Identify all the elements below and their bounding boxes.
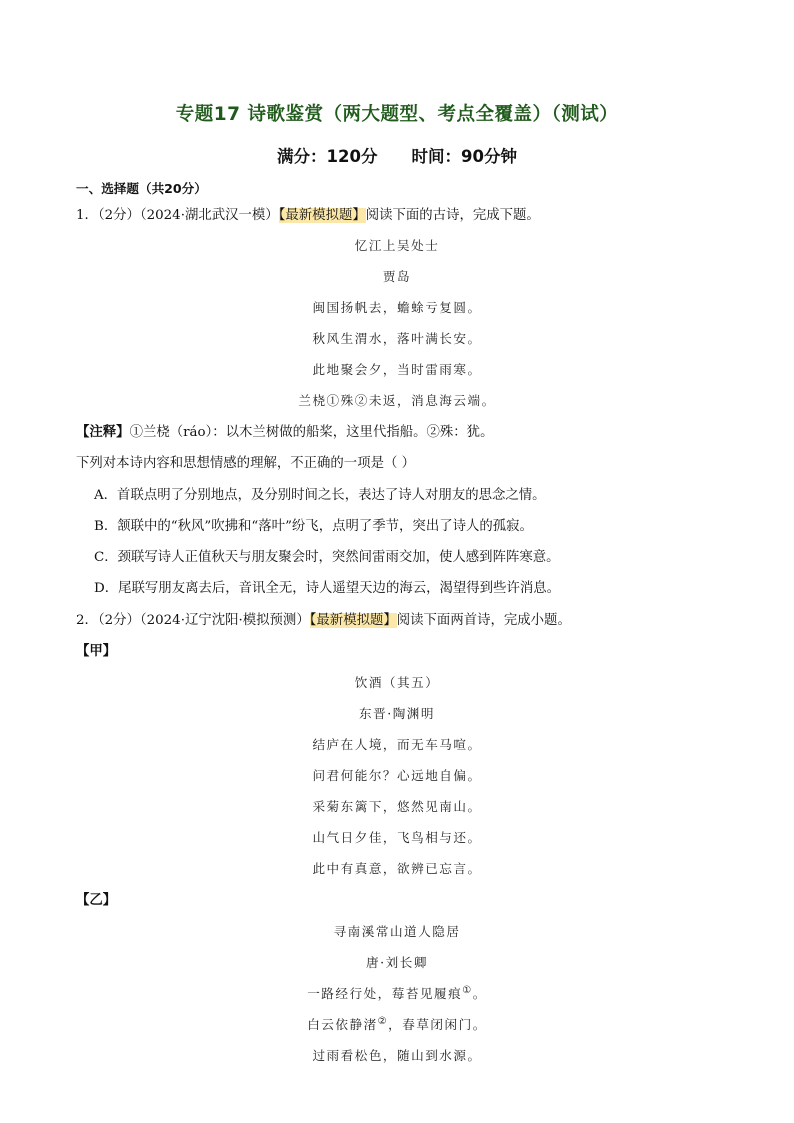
question-1-stem: 下列对本诗内容和思想情感的理解，不正确的一项是（ ） xyxy=(76,456,416,471)
option-b: B．颔联中的“秋风”吹拂和“落叶”纷飞，点明了季节，突出了诗人的孤寂。 xyxy=(94,519,533,534)
question-2-tag: 【最新模拟题】 xyxy=(309,613,397,628)
poem-1-author: 贾岛 xyxy=(382,269,412,284)
poem-yi-line xyxy=(0,1014,794,1033)
section-heading: 一、选择题（共20分） xyxy=(76,181,207,196)
option-c: C．颈联写诗人正值秋天与朋友聚会时，突然间雷雨交加，使人感到阵阵寒意。 xyxy=(94,550,560,565)
question-1-tag: 【最新模拟题】 xyxy=(278,208,366,223)
total-score: 满分：120分 xyxy=(277,147,378,166)
poem-yi-line xyxy=(0,983,794,1002)
poem-yi-label: 【乙】 xyxy=(76,893,117,908)
poem-1-line: 秋风生渭水，落叶满长安。 xyxy=(312,331,482,346)
poem-jia-title: 饮酒（其五） xyxy=(354,675,440,690)
poem-yi-title: 寻南溪常山道人隐居 xyxy=(333,924,461,939)
question-1-source: （2024·湖北武汉一模） xyxy=(139,208,279,223)
question-1-score: （2分） xyxy=(97,208,140,223)
footnote-marker: ② xyxy=(377,1015,389,1027)
option-a: A．首联点明了分别地点，及分别时间之长，表达了诗人对朋友的思念之情。 xyxy=(94,488,546,503)
poem-1-line: 兰桡①殊②未返，消息海云端。 xyxy=(298,393,496,408)
question-1-header xyxy=(76,204,540,223)
poem-yi-line-text: ，春草闭闲门。 xyxy=(388,1017,487,1032)
poem-jia-author: 东晋·陶渊明 xyxy=(359,706,435,721)
page-title: 专题17 诗歌鉴赏（两大题型、考点全覆盖）（测试） xyxy=(175,104,619,125)
question-1-prompt: 阅读下面的古诗，完成下题。 xyxy=(365,208,540,223)
exam-info xyxy=(0,143,794,167)
annotation xyxy=(76,421,493,440)
question-1-number: 1． xyxy=(76,208,98,223)
annotation-label: 【注释】 xyxy=(76,425,130,440)
question-2-number: 2． xyxy=(76,613,98,628)
poem-jia-line: 结庐在人境，而无车马喧。 xyxy=(312,737,482,752)
exam-time: 时间：90分钟 xyxy=(411,147,517,166)
poem-1-line: 此地聚会夕，当时雷雨寒。 xyxy=(312,362,482,377)
poem-jia-line: 此中有真意，欲辨已忘言。 xyxy=(312,861,482,876)
poem-jia-line: 采菊东篱下，悠然见南山。 xyxy=(312,799,482,814)
poem-yi-line-text: 白云依静渚 xyxy=(307,1017,378,1032)
question-2-score: （2分） xyxy=(97,613,140,628)
poem-yi-line: 过雨看松色，随山到水源。 xyxy=(312,1048,482,1063)
question-2-header xyxy=(76,609,571,628)
annotation-text: ①兰桡（ráo）：以木兰树做的船桨，这里代指船。②殊：犹。 xyxy=(129,425,494,440)
option-d: D．尾联写朋友离去后，音讯全无，诗人遥望天边的海云，渴望得到些许消息。 xyxy=(94,581,561,596)
poem-jia-label: 【甲】 xyxy=(76,644,117,659)
poem-jia-line: 山气日夕佳，飞鸟相与还。 xyxy=(312,830,482,845)
question-2-source: （2024·辽宁沈阳·模拟预测） xyxy=(139,613,310,628)
question-2-prompt: 阅读下面两首诗，完成小题。 xyxy=(396,613,571,628)
poem-jia-line: 问君何能尔？心远地自偏。 xyxy=(312,768,482,783)
poem-1-title: 忆江上吴处士 xyxy=(354,238,440,253)
poem-yi-author: 唐·刘长卿 xyxy=(366,955,428,970)
poem-yi-line-text: 。 xyxy=(472,986,487,1001)
footnote-marker: ① xyxy=(462,984,473,996)
poem-yi-line-text: 一路经行处，莓苔见履痕 xyxy=(307,986,463,1001)
poem-1-line: 闽国扬帆去，蟾蜍亏复圆。 xyxy=(312,300,482,315)
